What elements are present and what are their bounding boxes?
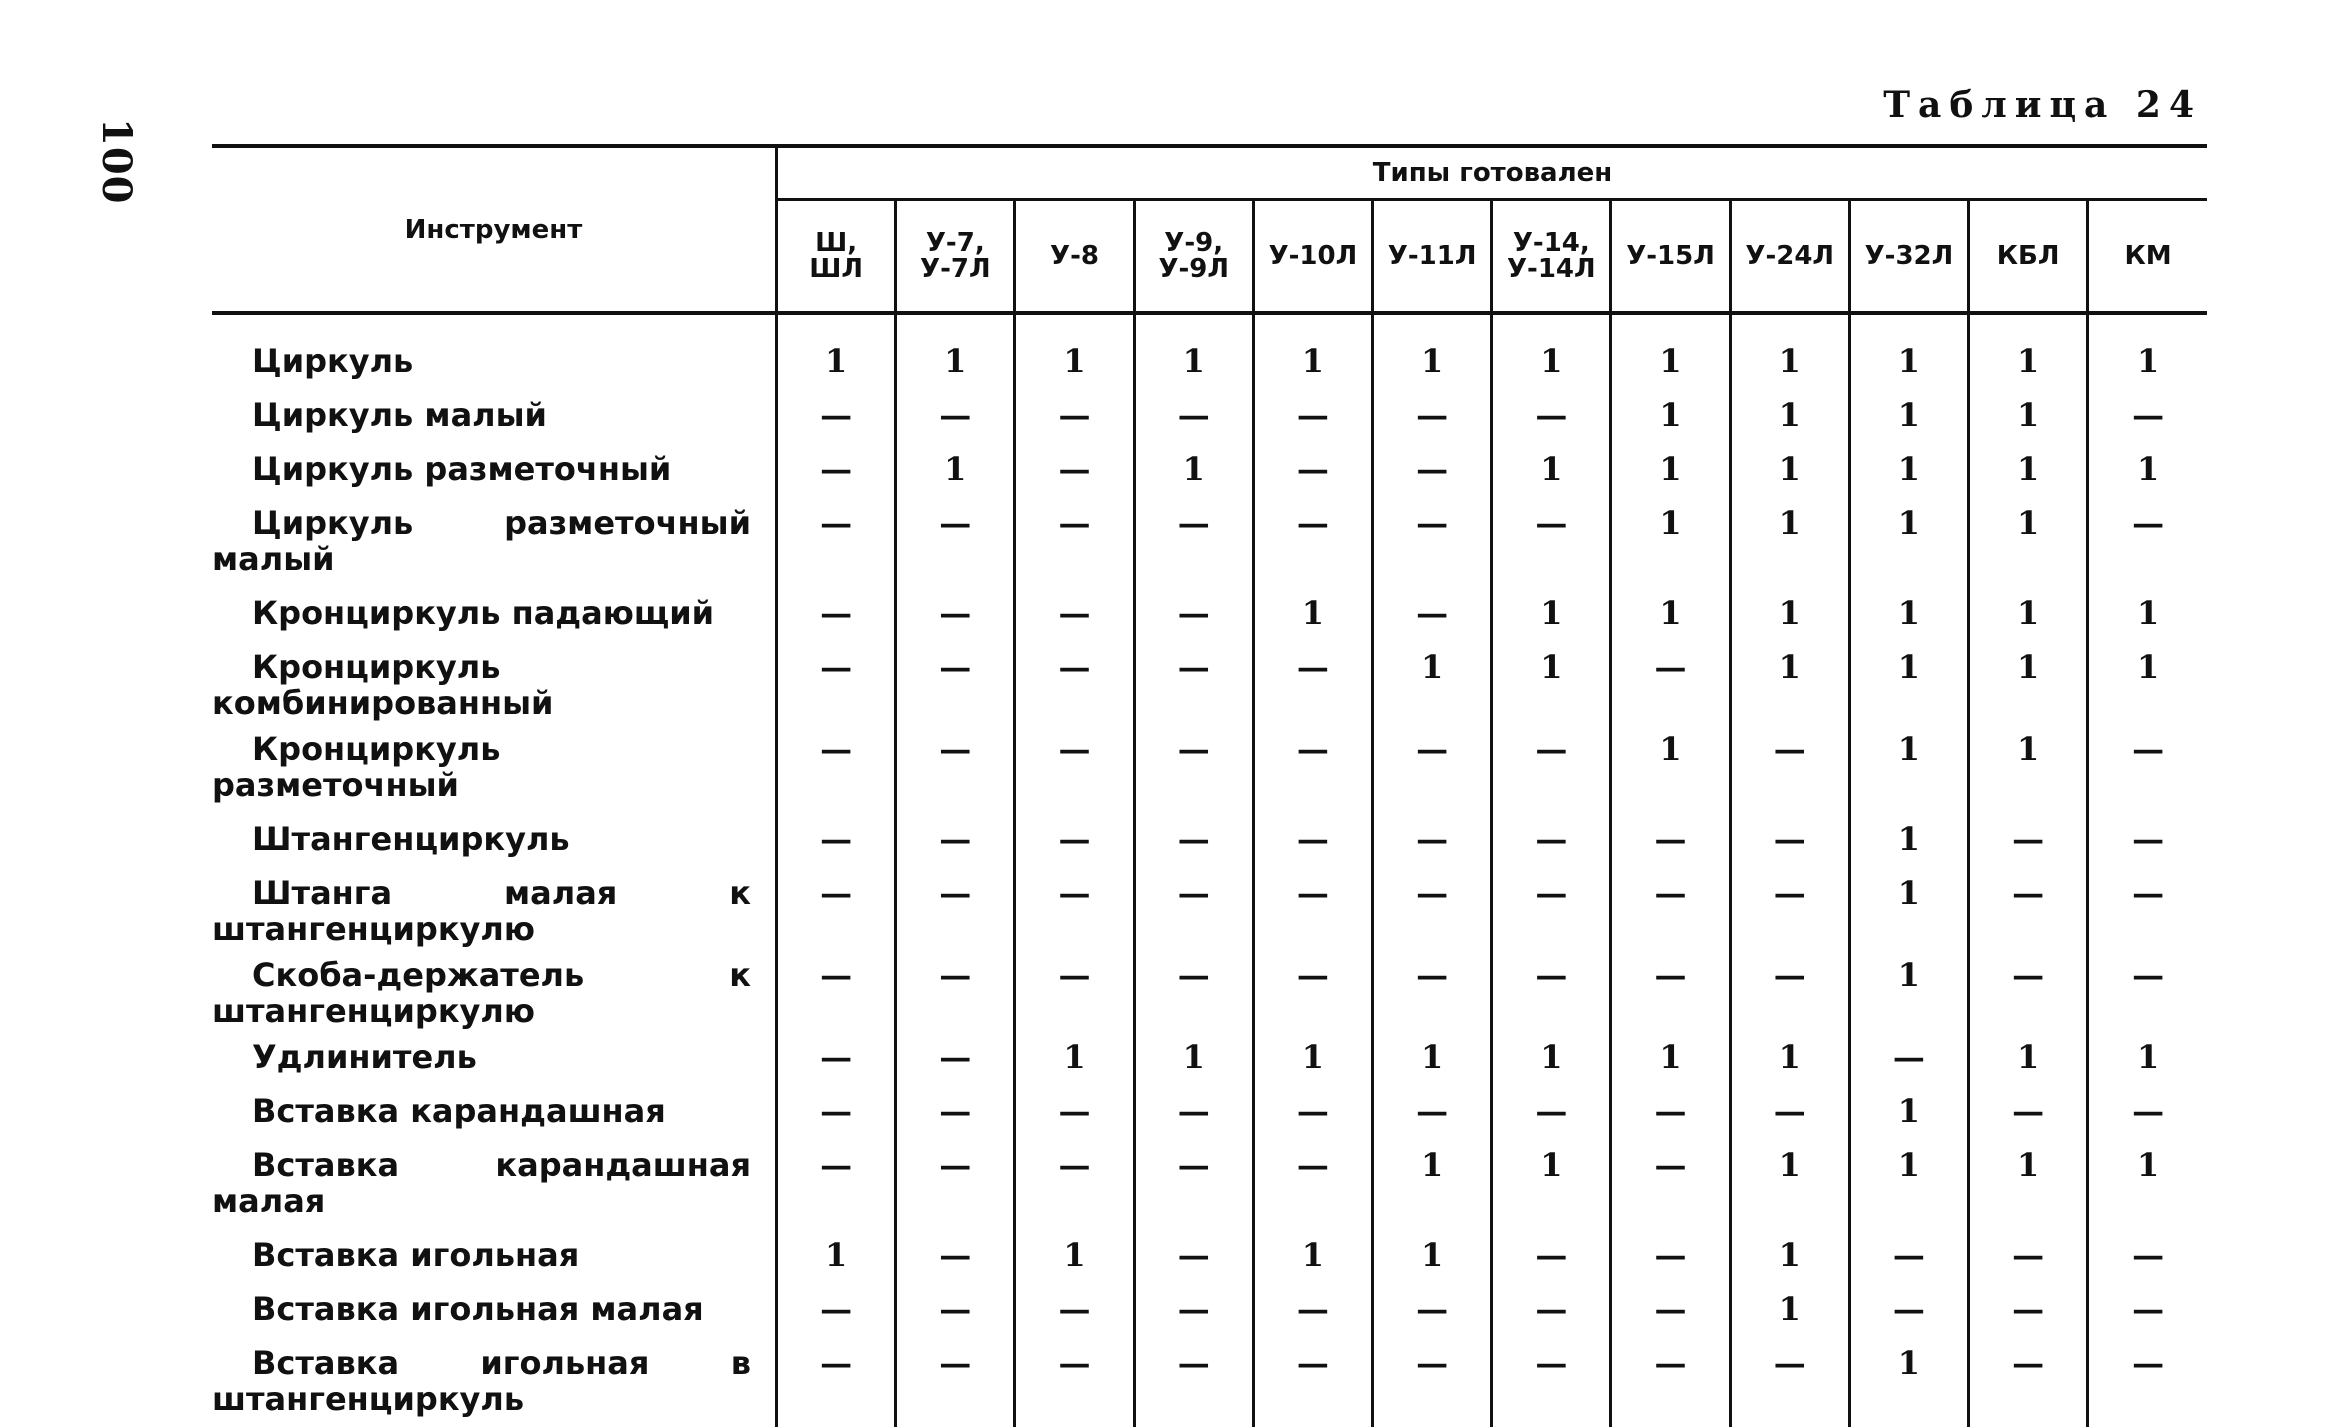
quantity-cell: —	[896, 1237, 1015, 1291]
kit-type-column-header: У-32Л	[1849, 200, 1968, 314]
instrument-name-cell	[212, 1147, 777, 1237]
quantity-cell: 1	[2088, 451, 2207, 505]
quantity-cell: —	[820, 820, 853, 858]
quantity-cell: —	[2088, 397, 2207, 451]
quantity-cell: —	[1373, 731, 1492, 821]
table-row	[212, 1237, 2207, 1291]
table-body	[212, 313, 2207, 1427]
table-row	[212, 875, 2207, 957]
quantity-cell: —	[1134, 595, 1253, 649]
quantity-cell: 1	[1373, 649, 1492, 731]
quantity-cell: —	[1015, 1147, 1134, 1237]
quantity-cell: —	[896, 1291, 1015, 1345]
quantity-cell: —	[1492, 505, 1611, 595]
kit-type-column-header: У-11Л	[1373, 200, 1492, 314]
quantity-cell: —	[1969, 1237, 2088, 1291]
instrument-name: Вставка игольная	[252, 1236, 580, 1274]
quantity-cell: —	[1730, 1093, 1849, 1147]
instrument-name-cell	[212, 505, 777, 595]
table-row	[212, 1093, 2207, 1147]
kit-type-column-header: КБЛ	[1969, 200, 2088, 314]
quantity-cell: —	[2088, 505, 2207, 595]
quantity-cell: —	[1969, 875, 2088, 957]
quantity-cell: —	[1373, 1093, 1492, 1147]
instrument-name-cell	[212, 1039, 777, 1093]
quantity-cell: —	[1611, 875, 1730, 957]
quantity-cell: —	[1969, 1093, 2088, 1147]
quantity-cell: 1	[2088, 1039, 2207, 1093]
quantity-cell: 1	[2088, 313, 2207, 397]
quantity-cell: 1	[1730, 451, 1849, 505]
quantity-cell: —	[1253, 1291, 1372, 1345]
quantity-cell: 1	[1253, 595, 1372, 649]
instrument-name-cell	[212, 1237, 777, 1291]
quantity-cell: 1	[2088, 649, 2207, 731]
quantity-cell: 1	[1015, 313, 1134, 397]
quantity-cell: —	[1492, 821, 1611, 875]
quantity-cell: 1	[1611, 1039, 1730, 1093]
instrument-name: Штанга малая к штангенциркулю	[212, 874, 751, 948]
quantity-cell: 1	[1969, 451, 2088, 505]
instrument-name-cell	[212, 731, 777, 821]
quantity-cell: —	[820, 874, 853, 912]
quantity-cell: —	[820, 1290, 853, 1328]
quantity-cell: —	[2088, 821, 2207, 875]
kit-type-column-header: У-24Л	[1730, 200, 1849, 314]
quantity-cell: —	[1969, 1291, 2088, 1345]
kit-types-group-header: Типы готовален	[777, 146, 2208, 200]
quantity-cell: —	[1373, 821, 1492, 875]
quantity-cell: —	[1730, 731, 1849, 821]
quantity-cell: 1	[1849, 595, 1968, 649]
quantity-cell: 1	[1373, 1039, 1492, 1093]
quantity-cell: 1	[1969, 595, 2088, 649]
quantity-cell: 1	[1730, 595, 1849, 649]
quantity-cell: 1	[1849, 313, 1968, 397]
quantity-cell: —	[1253, 731, 1372, 821]
quantity-cell: —	[1015, 731, 1134, 821]
quantity-cell: 1	[1849, 1147, 1968, 1237]
quantity-cell: —	[1134, 875, 1253, 957]
quantity-cell: —	[1253, 451, 1372, 505]
quantity-cell: —	[1134, 1291, 1253, 1345]
quantity-cell: 1	[1849, 505, 1968, 595]
quantity-cell: 1	[1969, 1147, 2088, 1237]
quantity-cell: —	[2088, 1237, 2207, 1291]
quantity-cell: 1	[1849, 1345, 1968, 1427]
quantity-cell: —	[2088, 1093, 2207, 1147]
quantity-cell: 1	[896, 313, 1015, 397]
quantity-cell: 1	[1969, 505, 2088, 595]
quantity-cell: —	[820, 594, 853, 632]
table-row	[212, 595, 2207, 649]
quantity-cell: —	[1253, 397, 1372, 451]
quantity-cell: —	[896, 957, 1015, 1039]
quantity-cell: 1	[1134, 1039, 1253, 1093]
quantity-cell: 1	[1611, 451, 1730, 505]
quantity-cell: —	[1373, 595, 1492, 649]
quantity-cell: 1	[1492, 451, 1611, 505]
quantity-cell: —	[1611, 821, 1730, 875]
quantity-cell: —	[1373, 397, 1492, 451]
quantity-cell: —	[1134, 731, 1253, 821]
table-row	[212, 1039, 2207, 1093]
quantity-cell: —	[1134, 1093, 1253, 1147]
quantity-cell: —	[1849, 1039, 1968, 1093]
quantity-cell: 1	[1134, 451, 1253, 505]
quantity-cell: —	[1373, 875, 1492, 957]
instrument-name: Кронциркуль разметочный	[212, 730, 501, 804]
instrument-name-cell	[212, 1345, 777, 1427]
quantity-cell: —	[1611, 957, 1730, 1039]
quantity-cell: —	[1015, 957, 1134, 1039]
quantity-cell: 1	[1849, 649, 1968, 731]
quantity-cell: 1	[1730, 649, 1849, 731]
quantity-cell: —	[1253, 821, 1372, 875]
quantity-cell: —	[820, 1092, 853, 1130]
table-caption: Таблица 24	[1883, 84, 2202, 126]
quantity-cell: —	[820, 504, 853, 542]
quantity-cell: —	[820, 450, 853, 488]
quantity-cell: —	[1134, 1237, 1253, 1291]
quantity-cell: —	[1373, 505, 1492, 595]
instrument-name-cell	[212, 875, 777, 957]
quantity-cell: 1	[1969, 313, 2088, 397]
quantity-cell: —	[1611, 1345, 1730, 1427]
quantity-cell: —	[896, 1093, 1015, 1147]
instrument-name: Вставка карандашная	[252, 1092, 666, 1130]
table-row	[212, 821, 2207, 875]
table-row	[212, 1345, 2207, 1427]
instrument-name: Штангенциркуль	[252, 820, 570, 858]
instrument-name: Циркуль малый	[252, 396, 547, 434]
quantity-cell: —	[896, 595, 1015, 649]
quantity-cell: —	[1253, 957, 1372, 1039]
quantity-cell: —	[820, 1038, 853, 1076]
instrument-name-cell	[212, 595, 777, 649]
quantity-cell: —	[1134, 505, 1253, 595]
quantity-cell: —	[820, 396, 853, 434]
quantity-cell: 1	[1849, 821, 1968, 875]
page-number: 100	[93, 118, 140, 205]
quantity-cell: —	[1253, 649, 1372, 731]
quantity-cell: 1	[1730, 313, 1849, 397]
quantity-cell: 1	[1253, 313, 1372, 397]
quantity-cell: 1	[1730, 1237, 1849, 1291]
table-row	[212, 957, 2207, 1039]
header-row-group	[212, 146, 2207, 200]
quantity-cell: 1	[1969, 397, 2088, 451]
quantity-cell: —	[1849, 1237, 1968, 1291]
quantity-cell: 1	[1611, 731, 1730, 821]
quantity-cell: 1	[1849, 957, 1968, 1039]
quantity-cell: 1	[824, 342, 848, 380]
quantity-cell: —	[1969, 821, 2088, 875]
quantity-cell: —	[1730, 957, 1849, 1039]
kit-type-column-header: У-7, У-7Л	[896, 200, 1015, 314]
quantity-cell: —	[820, 1344, 853, 1382]
quantity-cell: —	[1015, 505, 1134, 595]
instrument-name: Кронциркуль падающий	[252, 594, 715, 632]
quantity-cell: —	[1492, 397, 1611, 451]
table-row	[212, 397, 2207, 451]
instrument-name-cell	[212, 957, 777, 1039]
quantity-cell: —	[896, 875, 1015, 957]
quantity-cell: —	[1015, 1345, 1134, 1427]
quantity-cell: 1	[1492, 1147, 1611, 1237]
quantity-cell: —	[896, 1147, 1015, 1237]
instrument-table	[212, 144, 2207, 1427]
quantity-cell: 1	[1730, 505, 1849, 595]
quantity-cell: 1	[1134, 313, 1253, 397]
quantity-cell: 1	[1849, 397, 1968, 451]
quantity-cell: —	[820, 956, 853, 994]
quantity-cell: —	[1015, 1291, 1134, 1345]
quantity-cell: 1	[1253, 1237, 1372, 1291]
quantity-cell: —	[1492, 875, 1611, 957]
quantity-cell: —	[1253, 505, 1372, 595]
quantity-cell: 1	[1730, 1291, 1849, 1345]
instrument-name: Вставка игольная в штангенциркуль	[212, 1344, 751, 1418]
instrument-name: Циркуль разметочный	[252, 450, 672, 488]
quantity-cell: 1	[1611, 397, 1730, 451]
quantity-cell: —	[1253, 1147, 1372, 1237]
table-row	[212, 649, 2207, 731]
quantity-cell: 1	[1015, 1237, 1134, 1291]
instrument-name-cell	[212, 649, 777, 731]
quantity-cell: —	[1611, 1147, 1730, 1237]
quantity-cell: —	[1373, 957, 1492, 1039]
quantity-cell: —	[1492, 957, 1611, 1039]
quantity-cell: —	[1134, 1345, 1253, 1427]
table-row	[212, 1291, 2207, 1345]
instrument-name-cell	[212, 1093, 777, 1147]
quantity-cell: —	[1492, 1291, 1611, 1345]
quantity-cell: 1	[896, 451, 1015, 505]
quantity-cell: 1	[1730, 397, 1849, 451]
quantity-cell: —	[1969, 957, 2088, 1039]
kit-type-column-header: У-8	[1015, 200, 1134, 314]
quantity-cell: —	[820, 730, 853, 768]
quantity-cell: —	[1015, 1093, 1134, 1147]
quantity-cell: —	[1015, 875, 1134, 957]
table-row	[212, 731, 2207, 821]
quantity-cell: —	[1492, 731, 1611, 821]
quantity-cell: —	[1015, 649, 1134, 731]
instrument-column-header: Инструмент	[212, 146, 777, 313]
quantity-cell: —	[1611, 1291, 1730, 1345]
instrument-name: Скоба-держатель к штангенциркулю	[212, 956, 751, 1030]
quantity-cell: —	[1969, 1345, 2088, 1427]
quantity-cell: —	[1253, 1093, 1372, 1147]
quantity-cell: —	[896, 649, 1015, 731]
quantity-cell: —	[820, 648, 853, 686]
instrument-name-cell	[212, 821, 777, 875]
instrument-name: Кронциркуль комбинированный	[212, 648, 554, 722]
quantity-cell: —	[1015, 451, 1134, 505]
quantity-cell: 1	[1730, 1039, 1849, 1093]
quantity-cell: —	[1015, 397, 1134, 451]
quantity-cell: —	[1015, 595, 1134, 649]
quantity-cell: —	[1015, 821, 1134, 875]
quantity-cell: —	[1492, 1345, 1611, 1427]
quantity-cell: —	[896, 1039, 1015, 1093]
quantity-cell: —	[1492, 1237, 1611, 1291]
quantity-cell: —	[896, 397, 1015, 451]
quantity-cell: 1	[2088, 1147, 2207, 1237]
quantity-cell: 1	[1492, 649, 1611, 731]
quantity-cell: 1	[1611, 313, 1730, 397]
quantity-cell: —	[2088, 875, 2207, 957]
quantity-cell: 1	[2088, 595, 2207, 649]
kit-type-column-header: Ш, ШЛ	[777, 200, 896, 314]
quantity-cell: —	[2088, 1345, 2207, 1427]
quantity-cell: 1	[1849, 451, 1968, 505]
kit-type-column-header: У-15Л	[1611, 200, 1730, 314]
quantity-cell: —	[1849, 1291, 1968, 1345]
kit-type-column-header: КМ	[2088, 200, 2207, 314]
instrument-name-cell	[212, 451, 777, 505]
quantity-cell: —	[820, 1146, 853, 1184]
quantity-cell: —	[1492, 1093, 1611, 1147]
kit-type-column-header: У-14, У-14Л	[1492, 200, 1611, 314]
quantity-cell: 1	[1849, 1093, 1968, 1147]
instrument-name: Циркуль разметочный малый	[212, 504, 751, 578]
quantity-cell: 1	[1373, 1237, 1492, 1291]
table-row	[212, 313, 2207, 397]
quantity-cell: 1	[1849, 875, 1968, 957]
instrument-name-cell	[212, 313, 777, 397]
quantity-cell: —	[896, 821, 1015, 875]
quantity-cell: 1	[1969, 1039, 2088, 1093]
kit-type-column-header: У-9, У-9Л	[1134, 200, 1253, 314]
instrument-name: Циркуль	[252, 342, 414, 380]
quantity-cell: 1	[1015, 1039, 1134, 1093]
quantity-cell: —	[1134, 1147, 1253, 1237]
table-row	[212, 451, 2207, 505]
quantity-cell: 1	[824, 1236, 848, 1274]
quantity-cell: 1	[1969, 731, 2088, 821]
quantity-cell: —	[1373, 1291, 1492, 1345]
quantity-cell: —	[1134, 397, 1253, 451]
quantity-cell: 1	[1611, 505, 1730, 595]
quantity-cell: —	[1134, 649, 1253, 731]
quantity-cell: —	[1373, 1345, 1492, 1427]
quantity-cell: 1	[1492, 1039, 1611, 1093]
quantity-cell: —	[896, 731, 1015, 821]
quantity-cell: —	[1730, 875, 1849, 957]
quantity-cell: —	[1253, 875, 1372, 957]
quantity-cell: —	[1611, 649, 1730, 731]
quantity-cell: 1	[1730, 1147, 1849, 1237]
kit-type-column-header: У-10Л	[1253, 200, 1372, 314]
quantity-cell: 1	[1492, 313, 1611, 397]
quantity-cell: —	[2088, 1291, 2207, 1345]
table-row	[212, 1147, 2207, 1237]
instrument-name: Удлинитель	[252, 1038, 477, 1076]
quantity-cell: —	[1253, 1345, 1372, 1427]
quantity-cell: —	[1730, 821, 1849, 875]
quantity-cell: —	[2088, 731, 2207, 821]
quantity-cell: —	[2088, 957, 2207, 1039]
quantity-cell: 1	[1373, 1147, 1492, 1237]
quantity-cell: —	[1134, 957, 1253, 1039]
quantity-cell: —	[1611, 1237, 1730, 1291]
quantity-cell: —	[896, 505, 1015, 595]
quantity-cell: —	[1730, 1345, 1849, 1427]
instrument-table-container	[212, 144, 2207, 1418]
quantity-cell: 1	[1611, 595, 1730, 649]
quantity-cell: —	[896, 1345, 1015, 1427]
instrument-name: Вставка карандашная малая	[212, 1146, 751, 1220]
table-header	[212, 146, 2207, 313]
quantity-cell: 1	[1849, 731, 1968, 821]
quantity-cell: 1	[1969, 649, 2088, 731]
quantity-cell: 1	[1492, 595, 1611, 649]
table-row	[212, 505, 2207, 595]
instrument-name-cell	[212, 397, 777, 451]
instrument-name: Вставка игольная малая	[252, 1290, 704, 1328]
instrument-name-cell	[212, 1291, 777, 1345]
quantity-cell: —	[1611, 1093, 1730, 1147]
quantity-cell: 1	[1373, 313, 1492, 397]
quantity-cell: 1	[1253, 1039, 1372, 1093]
quantity-cell: —	[1373, 451, 1492, 505]
quantity-cell: —	[1134, 821, 1253, 875]
